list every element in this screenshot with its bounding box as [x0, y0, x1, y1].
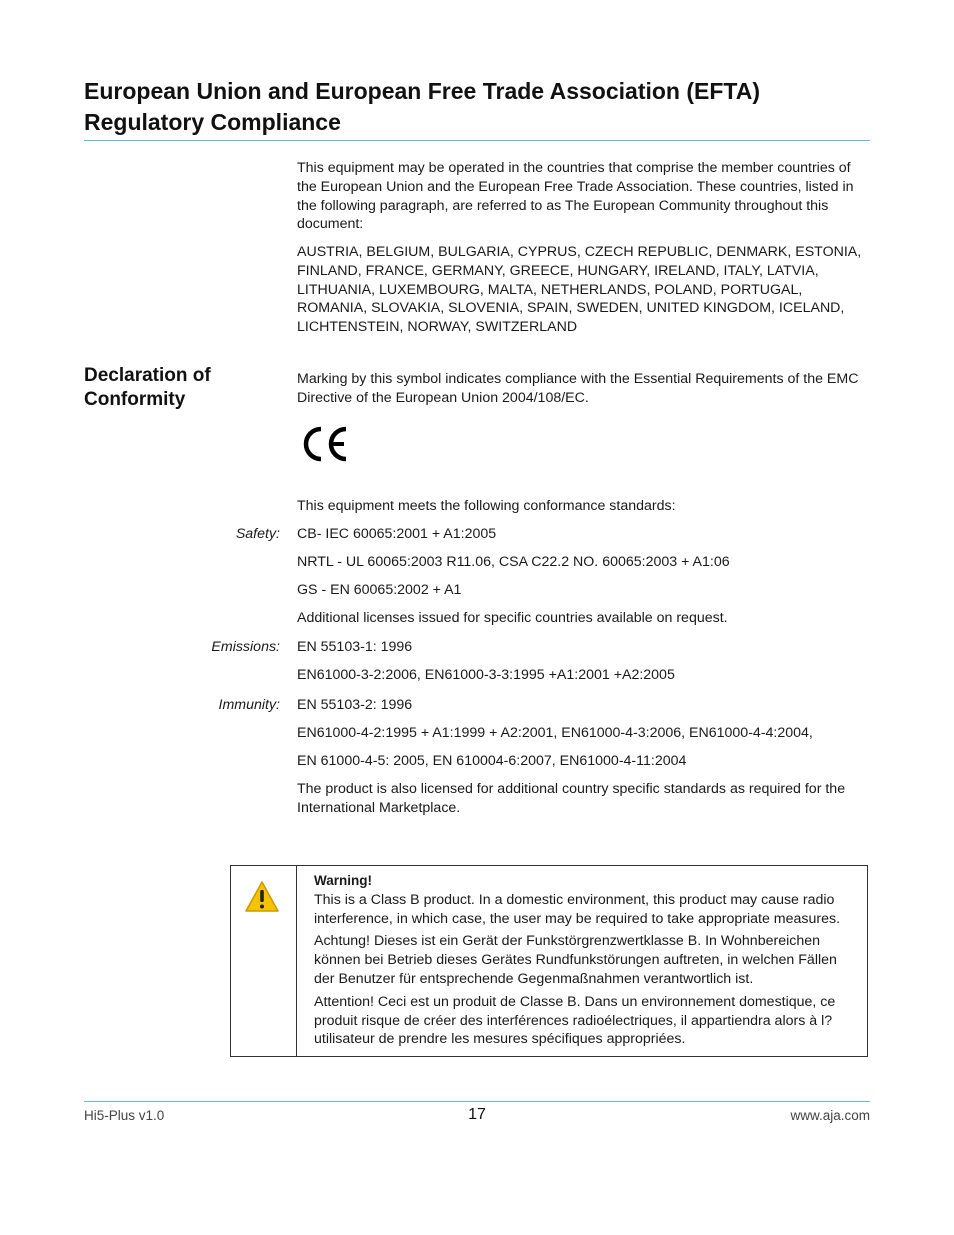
safety-line: CB- IEC 60065:2001 + A1:2005 [297, 526, 497, 542]
emissions-label: Emissions: [211, 639, 280, 655]
safety-line: GS - EN 60065:2002 + A1 [297, 582, 462, 598]
ce-marking-text: Marking by this symbol indicates compliance with the Essential Requirements of the EMC Directive of the European Union 2004/108/EC. [297, 371, 859, 406]
warning-box [230, 865, 868, 1057]
warning-divider [296, 866, 297, 1056]
immunity-line: EN 61000-4-5: 2005, EN 610004-6:2007, EN61000-4-11:2004 [297, 753, 687, 769]
warning-english: This is a Class B product. In a domestic environment, this product may cause radio interference, in which case, the user may be required to take appropriate measures. [314, 891, 841, 927]
immunity-label: Immunity: [218, 697, 280, 713]
title-divider [84, 140, 870, 141]
safety-line: Additional licenses issued for specific countries available on request. [297, 610, 728, 626]
immunity-line: EN61000-4-2:1995 + A1:1999 + A2:2001, EN61000-4-3:2006, EN61000-4-4:2004, [297, 725, 813, 741]
declaration-heading: Declaration of Conformity [84, 365, 211, 410]
footer-divider [84, 1101, 870, 1102]
warning-content [314, 872, 859, 1053]
intro-paragraph: This equipment may be operated in the countries that comprise the member countries of the European Union and the European Free Trade Association. These countries, listed in the following paragraph, are referred to as The European Community throughout this document: [297, 160, 854, 233]
safety-label: Safety: [235, 526, 280, 542]
standards-intro: This equipment meets the following conformance standards: [297, 498, 676, 514]
page-title: European Union and European Free Trade Association (EFTA) Regulatory Compliance [84, 78, 761, 135]
emissions-line: EN61000-3-2:2006, EN61000-3-3:1995 +A1:2001 +A2:2005 [297, 667, 675, 683]
warning-heading: Warning! [314, 873, 372, 888]
country-list: AUSTRIA, BELGIUM, BULGARIA, CYPRUS, CZECH REPUBLIC, DENMARK, ESTONIA, FINLAND, FRANCE, GERMANY, GREECE, HUNGARY, IRELAND, ITALY, LATVIA, LITHUANIA, LUXEMBOURG, MALTA, NETHERLANDS, POLAND, PORTUGAL, ROMANIA, SLOVAKIA, SLOVENIA, SPAIN, SWEDEN, UNITED KINGDOM, ICELAND, LICHTENSTEIN, NORWAY, SWITZERLAND [297, 244, 862, 336]
emissions-line: EN 55103-1: 1996 [297, 639, 413, 655]
warning-german: Achtung! Dieses ist ein Gerät der Funkstörgrenzwertklasse B. In Wohnbereichen können bei Betrieb dieses Gerätes Rundfunkstörungen auftreten, in welchen Fällen der Benutzer für entsprechende Gegenmaßnahmen verantwortlich ist. [314, 933, 837, 987]
warning-french: Attention! Ceci est un produit de Classe B. Dans un environnement domestique, ce produit risque de créer des interférences radioélectriques, il appartiendra alors à l?utilisateur de prendre les mesures spécifiques appropriées. [314, 993, 836, 1048]
safety-line: NRTL - UL 60065:2003 R11.06, CSA C22.2 NO. 60065:2003 + A1:06 [297, 554, 730, 570]
page-number: 17 [468, 1106, 486, 1123]
ce-mark-icon [302, 424, 348, 464]
footer-product: Hi5-Plus v1.0 [84, 1108, 165, 1123]
warning-triangle-icon [244, 880, 280, 914]
footer-website-link[interactable]: www.aja.com [790, 1108, 870, 1123]
closing-paragraph: The product is also licensed for additional country specific standards as required for the International Marketplace. [297, 781, 846, 816]
immunity-line: EN 55103-2: 1996 [297, 697, 413, 713]
